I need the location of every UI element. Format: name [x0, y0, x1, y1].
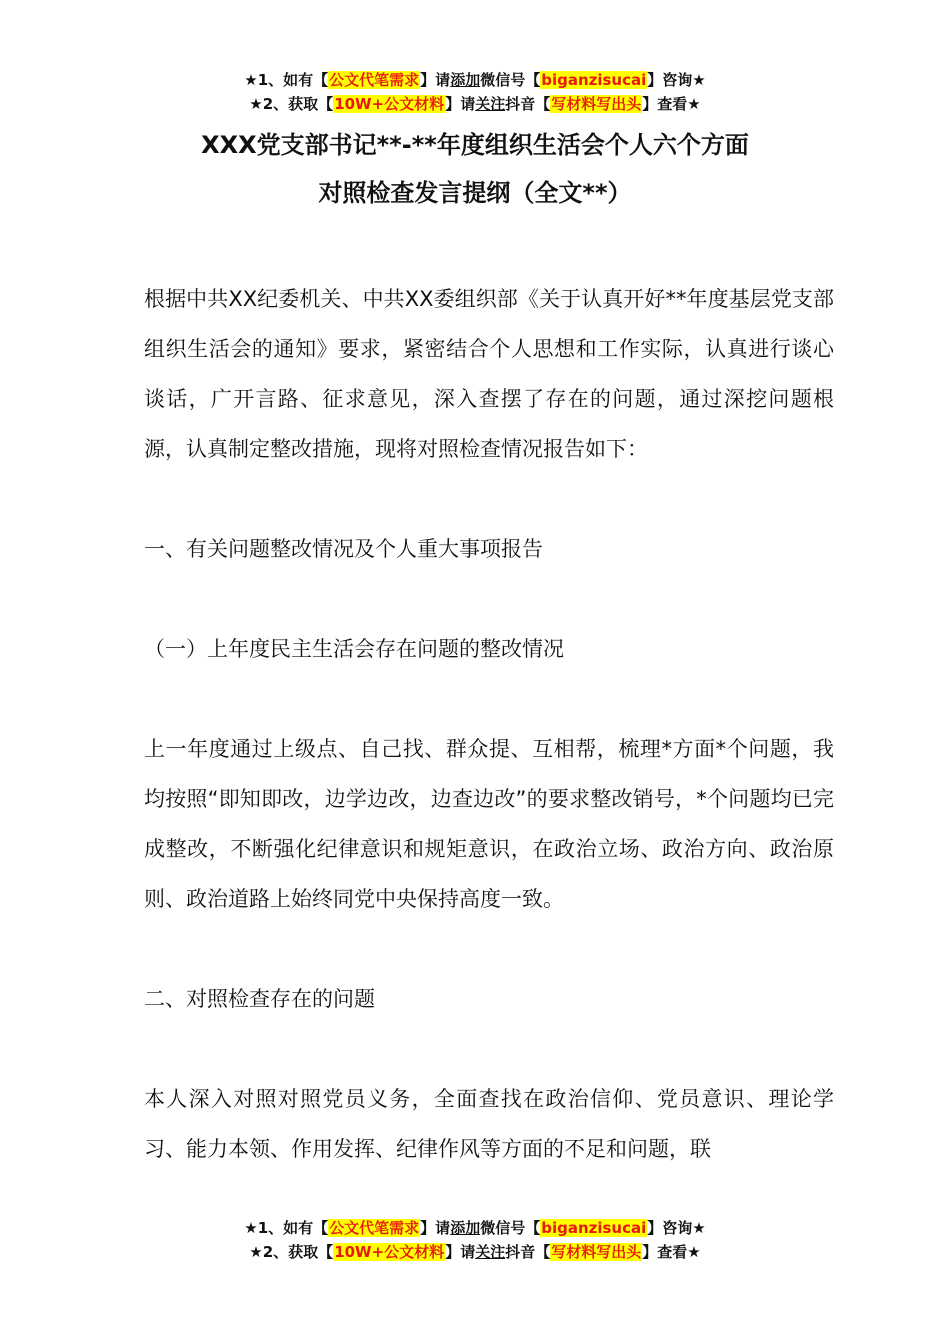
promo-banner-bottom — [0, 1216, 950, 1264]
highlight-service: 公文代笔需求 — [329, 1219, 420, 1237]
intro-paragraph: 根据中共XX纪委机关、中共XX委组织部《关于认真开好**年度基层党支部组织生活会的通知》要求，紧密结合个人思想和工作实际，认真进行谈心谈话，广开言路、征求意见，深入查摆了存在的问题，通过深挖问题根源，认真制定整改措施，现将对照检查情况报告如下： — [144, 287, 834, 461]
emphasis-add: 添加 — [450, 71, 481, 89]
rectification-paragraph: 上一年度通过上级点、自己找、群众提、互相帮，梳理*方面*个问题，我均按照“即知即改，边学边改，边查边改”的要求整改销号，*个问题均已完成整改，不断强化纪律意识和规矩意识，在政治立场、政治方向、政治原则、政治道路上始终同党中央保持高度一致。 — [144, 737, 834, 911]
promo-line-2: ★2、获取【10W+公文材料】请关注抖音【写材料写出头】查看★ — [249, 1243, 701, 1261]
promo-line-1: ★1、如有【公文代笔需求】请添加微信号【biganzisucai】咨询★ — [244, 1219, 706, 1237]
subsection-heading-1-1: （一）上年度民主生活会存在问题的整改情况 — [144, 637, 564, 661]
section-heading-2: 二、对照检查存在的问题 — [144, 987, 375, 1011]
promo-line-1: ★1、如有【公文代笔需求】请添加微信号【biganzisucai】咨询★ — [244, 71, 706, 89]
emphasis-follow: 关注 — [475, 1243, 506, 1261]
section-heading-1: 一、有关问题整改情况及个人重大事项报告 — [144, 537, 543, 561]
highlight-materials: 10W+公文材料 — [334, 95, 445, 113]
highlight-wechat-id: biganzisucai — [541, 71, 647, 89]
highlight-service: 公文代笔需求 — [329, 71, 420, 89]
highlight-douyin-account: 写材料写出头 — [551, 95, 642, 113]
highlight-materials: 10W+公文材料 — [334, 1243, 445, 1261]
emphasis-add: 添加 — [450, 1219, 481, 1237]
promo-line-2: ★2、获取【10W+公文材料】请关注抖音【写材料写出头】查看★ — [249, 95, 701, 113]
document-body — [144, 274, 834, 1174]
highlight-douyin-account: 写材料写出头 — [551, 1243, 642, 1261]
emphasis-follow: 关注 — [475, 95, 506, 113]
problems-paragraph: 本人深入对照对照党员义务，全面查找在政治信仰、党员意识、理论学习、能力本领、作用发挥、纪律作风等方面的不足和问题，联 — [144, 1087, 834, 1161]
promo-banner-top — [0, 68, 950, 116]
document-title-line-2: 对照检查发言提纲（全文**） — [318, 179, 632, 207]
document-title-line-1: XXX党支部书记**-**年度组织生活会个人六个方面 — [201, 131, 749, 159]
highlight-wechat-id: biganzisucai — [541, 1219, 647, 1237]
